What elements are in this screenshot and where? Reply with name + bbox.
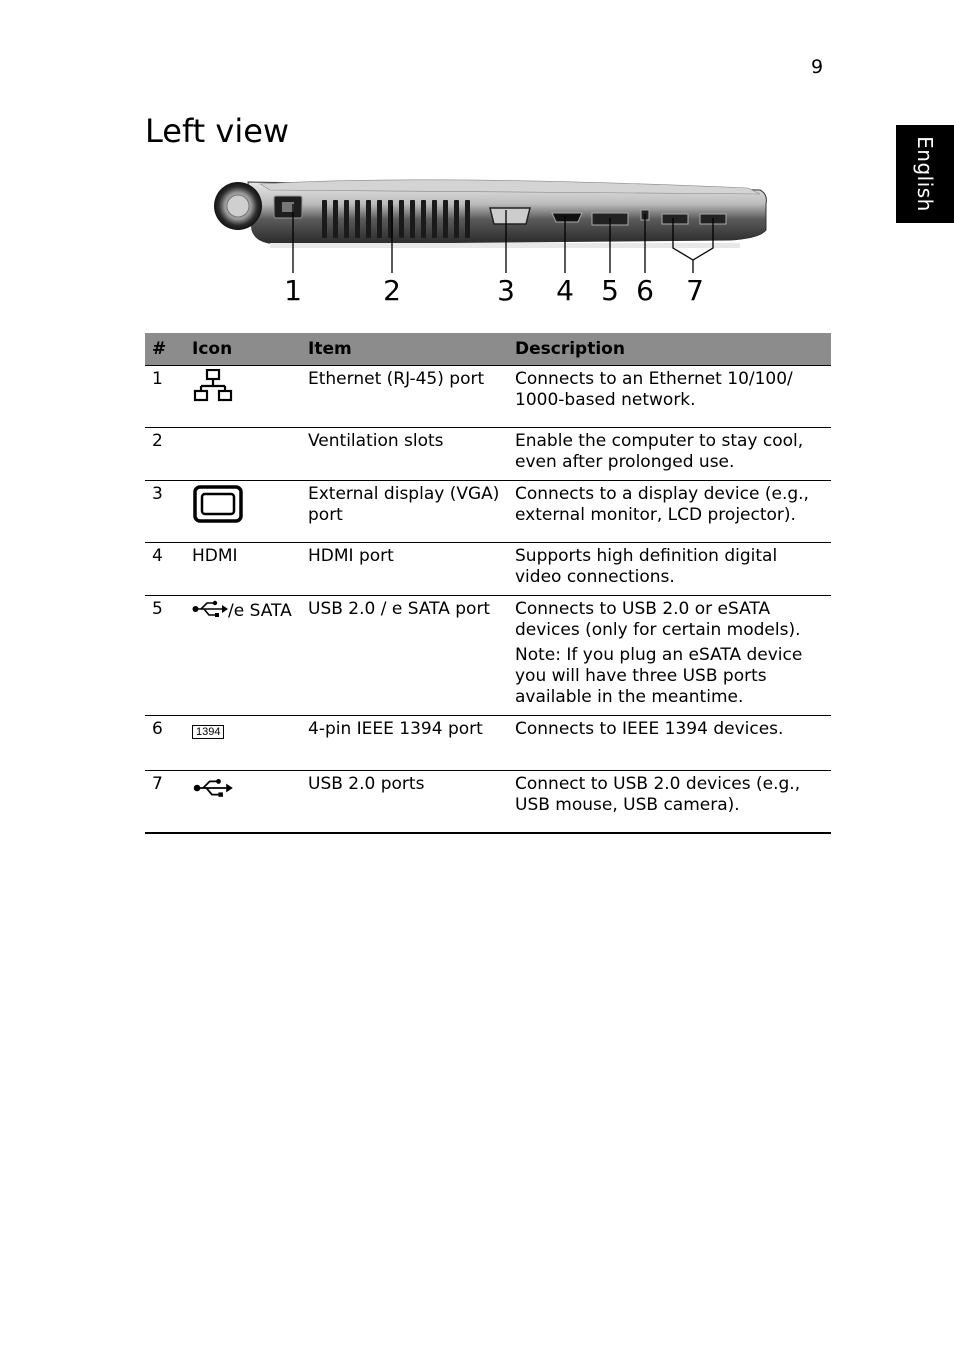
note-text: : If you plug an eSATA device you will have three USB ports available in the meantime. [515, 645, 803, 707]
table-row [145, 428, 831, 481]
usb-icon [192, 599, 228, 619]
note-label: Note [515, 645, 556, 665]
table-row [145, 596, 831, 716]
row-item: USB 2.0 / e SATA port [301, 596, 508, 716]
laptop-left-side-diagram [200, 160, 780, 320]
page-number: 9 [811, 56, 824, 78]
row-num: 1 [145, 366, 185, 428]
row-num: 2 [145, 428, 185, 481]
row-description-text: Connects to USB 2.0 or eSATA devices (only for certain models). [515, 599, 801, 640]
usb-port-a [662, 214, 688, 224]
row-icon [185, 428, 301, 481]
table-row [145, 366, 831, 428]
row-num: 4 [145, 543, 185, 596]
bottom-shadow [270, 243, 740, 248]
table-header-row [145, 333, 831, 366]
row-note [515, 645, 824, 708]
header-description: Description [508, 333, 831, 366]
table-row [145, 543, 831, 596]
row-icon [185, 366, 301, 428]
callout-5: 5 [601, 274, 619, 307]
table-row [145, 481, 831, 543]
vga-port [490, 208, 530, 224]
callout-4: 4 [556, 274, 574, 307]
row-item: 4-pin IEEE 1394 port [301, 716, 508, 771]
row-item: USB 2.0 ports [301, 771, 508, 833]
ieee1394-icon: 1394 [192, 725, 224, 739]
callout-7: 7 [686, 274, 704, 307]
row-item: Ventilation slots [301, 428, 508, 481]
row-description: Connect to USB 2.0 devices (e.g., USB mouse, USB camera). [508, 771, 831, 833]
header-num: # [145, 333, 185, 366]
row-num: 5 [145, 596, 185, 716]
row-item: HDMI port [301, 543, 508, 596]
callout-6: 6 [636, 274, 654, 307]
callout-1: 1 [284, 274, 302, 307]
callout-3: 3 [497, 274, 515, 307]
header-item: Item [301, 333, 508, 366]
row-item: Ethernet (RJ-45) port [301, 366, 508, 428]
callout-2: 2 [383, 274, 401, 307]
row-icon [185, 543, 301, 596]
language-tab-label: English [913, 136, 937, 212]
row-description: Connects to IEEE 1394 devices. [508, 716, 831, 771]
row-description: Connects to an Ethernet 10/100/ 1000-based network. [508, 366, 831, 428]
esata-icon-label: /e SATA [228, 601, 292, 621]
row-description: Enable the computer to stay cool, even after prolonged use. [508, 428, 831, 481]
usb-icon [192, 777, 234, 799]
row-icon [185, 481, 301, 543]
row-item: External display (VGA) port [301, 481, 508, 543]
ethernet-icon [192, 369, 234, 403]
hdmi-port [552, 213, 582, 222]
row-description [508, 596, 831, 716]
section-title: Left view [145, 112, 290, 150]
ports-table [145, 333, 831, 834]
header-icon: Icon [185, 333, 301, 366]
row-description: Supports high definition digital video connections. [508, 543, 831, 596]
hinge-center [227, 195, 249, 217]
language-tab [896, 125, 954, 223]
row-description: Connects to a display device (e.g., external monitor, LCD projector). [508, 481, 831, 543]
table-row [145, 716, 831, 771]
row-num: 3 [145, 481, 185, 543]
table-row [145, 771, 831, 833]
row-icon [185, 596, 301, 716]
row-num: 7 [145, 771, 185, 833]
hdmi-icon-label: HDMI [192, 546, 238, 566]
row-icon [185, 771, 301, 833]
row-num: 6 [145, 716, 185, 771]
row-icon [185, 716, 301, 771]
vga-display-icon [192, 484, 244, 524]
